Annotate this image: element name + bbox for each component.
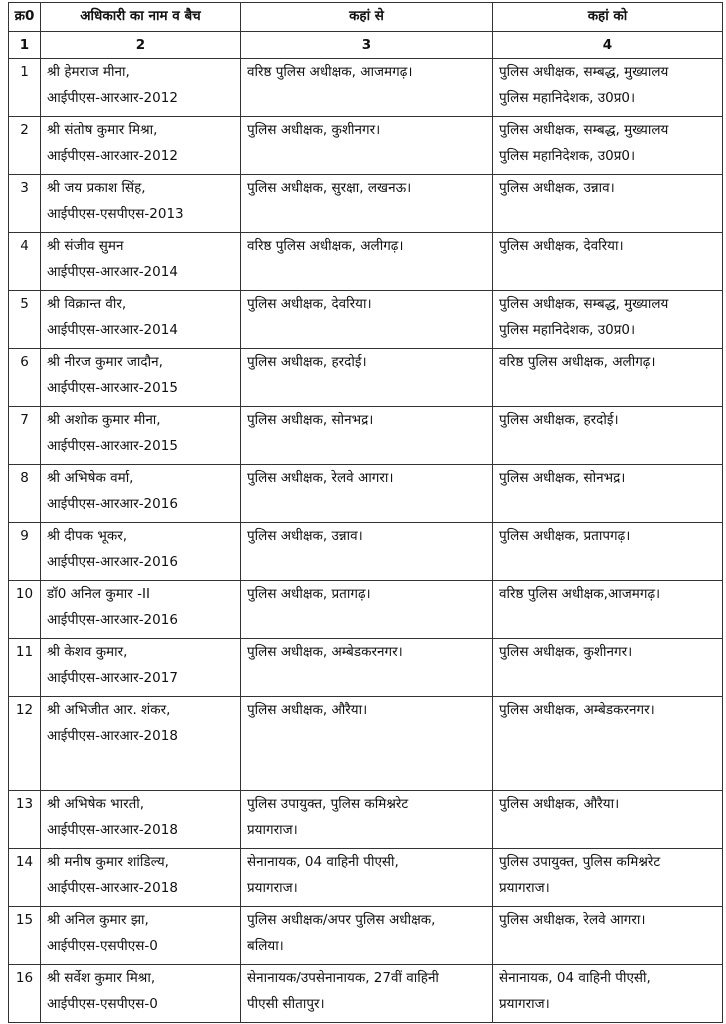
posting-from-cell	[241, 175, 493, 233]
header-row	[9, 3, 723, 32]
serial-number: 15	[9, 907, 41, 965]
posting-from-cell	[241, 791, 493, 849]
serial-number: 4	[9, 233, 41, 291]
posting-from-cell	[241, 349, 493, 407]
table-row	[9, 175, 723, 233]
officer-name-batch-line: आईपीएस-आरआर-2015	[47, 380, 178, 396]
posting-to-line: पुलिस अधीक्षक, सम्बद्ध, मुख्यालय	[499, 122, 669, 138]
serial-number: 3	[9, 175, 41, 233]
posting-from-cell	[241, 697, 493, 791]
officer-name-batch-cell	[41, 175, 241, 233]
posting-to-cell	[493, 697, 723, 791]
header-officer-name-batch: अधिकारी का नाम व बैच	[41, 3, 241, 32]
posting-from-line: पीएसी सीतापुर।	[247, 996, 325, 1012]
transfer-table	[8, 2, 723, 1023]
posting-from-line: पुलिस अधीक्षक, सुरक्षा, लखनऊ।	[247, 180, 412, 196]
posting-to-cell	[493, 965, 723, 1023]
officer-name-batch-line: आईपीएस-आरआर-2012	[47, 90, 178, 106]
posting-to-line: पुलिस महानिदेशक, उ0प्र0।	[499, 322, 636, 338]
table-row	[9, 907, 723, 965]
officer-name-batch-line: आईपीएस-आरआर-2012	[47, 148, 178, 164]
serial-number: 16	[9, 965, 41, 1023]
header-from: कहां से	[241, 3, 493, 32]
posting-to-cell	[493, 465, 723, 523]
officer-name-batch-cell	[41, 233, 241, 291]
officer-name-batch-cell	[41, 465, 241, 523]
officer-name-batch-line: श्री अशोक कुमार मीना,	[47, 412, 161, 428]
posting-from-cell	[241, 233, 493, 291]
officer-name-batch-line: श्री हेमराज मीना,	[47, 64, 130, 80]
posting-from-line: पुलिस अधीक्षक, हरदोई।	[247, 354, 367, 370]
officer-name-batch-cell	[41, 117, 241, 175]
table-row	[9, 233, 723, 291]
serial-number: 2	[9, 117, 41, 175]
officer-name-batch-cell	[41, 349, 241, 407]
posting-to-line: वरिष्ठ पुलिस अधीक्षक, अलीगढ़।	[499, 354, 656, 370]
column-number-row	[9, 32, 723, 59]
officer-name-batch-line: आईपीएस-आरआर-2016	[47, 554, 178, 570]
posting-from-line: वरिष्ठ पुलिस अधीक्षक, अलीगढ़।	[247, 238, 404, 254]
posting-to-line: पुलिस अधीक्षक, सम्बद्ध, मुख्यालय	[499, 296, 669, 312]
officer-name-batch-line: आईपीएस-आरआर-2018	[47, 822, 178, 838]
posting-from-line: पुलिस अधीक्षक/अपर पुलिस अधीक्षक,	[247, 912, 436, 928]
posting-from-line: पुलिस अधीक्षक, औरैया।	[247, 702, 368, 718]
officer-name-batch-line: आईपीएस-एसपीएस-2013	[47, 206, 184, 222]
posting-to-line: सेनानायक, 04 वाहिनी पीएसी,	[499, 970, 651, 986]
posting-to-cell	[493, 117, 723, 175]
posting-from-cell	[241, 465, 493, 523]
posting-from-line: पुलिस अधीक्षक, सोनभद्र।	[247, 412, 374, 428]
column-number: 1	[9, 32, 41, 59]
posting-to-cell	[493, 907, 723, 965]
posting-to-cell	[493, 407, 723, 465]
posting-from-cell	[241, 581, 493, 639]
officer-name-batch-cell	[41, 907, 241, 965]
serial-number: 10	[9, 581, 41, 639]
officer-name-batch-line: श्री जय प्रकाश सिंह,	[47, 180, 146, 196]
posting-from-cell	[241, 907, 493, 965]
posting-from-cell	[241, 291, 493, 349]
posting-to-line: वरिष्ठ पुलिस अधीक्षक,आजमगढ़।	[499, 586, 661, 602]
officer-name-batch-line: श्री सर्वेश कुमार मिश्रा,	[47, 970, 156, 986]
posting-from-line: वरिष्ठ पुलिस अधीक्षक, आजमगढ़।	[247, 64, 413, 80]
posting-to-line: प्रयागराज।	[499, 880, 550, 896]
posting-to-cell	[493, 175, 723, 233]
officer-name-batch-cell	[41, 791, 241, 849]
posting-to-line: पुलिस अधीक्षक, औरैया।	[499, 796, 620, 812]
officer-name-batch-line: श्री अनिल कुमार झा,	[47, 912, 149, 928]
officer-name-batch-line: आईपीएस-आरआर-2018	[47, 728, 178, 744]
table-row	[9, 117, 723, 175]
table-row	[9, 581, 723, 639]
serial-number: 9	[9, 523, 41, 581]
posting-from-cell	[241, 117, 493, 175]
posting-from-cell	[241, 523, 493, 581]
posting-to-line: पुलिस अधीक्षक, उन्नाव।	[499, 180, 615, 196]
header-to: कहां को	[493, 3, 723, 32]
officer-name-batch-cell	[41, 59, 241, 117]
officer-name-batch-cell	[41, 523, 241, 581]
serial-number: 14	[9, 849, 41, 907]
posting-from-line: सेनानायक/उपसेनानायक, 27वीं वाहिनी	[247, 970, 439, 986]
posting-from-line: प्रयागराज।	[247, 822, 298, 838]
posting-to-cell	[493, 59, 723, 117]
officer-name-batch-line: श्री नीरज कुमार जादौन,	[47, 354, 163, 370]
posting-to-cell	[493, 291, 723, 349]
posting-to-line: पुलिस अधीक्षक, अम्बेडकरनगर।	[499, 702, 655, 718]
officer-name-batch-line: श्री अभिजीत आर. शंकर,	[47, 702, 171, 718]
posting-to-cell	[493, 581, 723, 639]
table-row	[9, 349, 723, 407]
table-row	[9, 291, 723, 349]
officer-name-batch-cell	[41, 639, 241, 697]
officer-name-batch-line: आईपीएस-एसपीएस-0	[47, 996, 158, 1012]
posting-to-line: पुलिस अधीक्षक, कुशीनगर।	[499, 644, 633, 660]
posting-to-line: प्रयागराज।	[499, 996, 550, 1012]
posting-from-cell	[241, 965, 493, 1023]
header-serial: क्र0	[9, 3, 41, 32]
officer-name-batch-line: श्री विक्रान्त वीर,	[47, 296, 127, 312]
officer-name-batch-line: आईपीएस-आरआर-2018	[47, 880, 178, 896]
officer-name-batch-line: श्री अभिषेक वर्मा,	[47, 470, 134, 486]
posting-to-cell	[493, 233, 723, 291]
posting-from-line: पुलिस अधीक्षक, देवरिया।	[247, 296, 372, 312]
column-number: 2	[41, 32, 241, 59]
officer-name-batch-line: श्री अभिषेक भारती,	[47, 796, 145, 812]
posting-from-cell	[241, 59, 493, 117]
serial-number: 1	[9, 59, 41, 117]
posting-to-line: पुलिस महानिदेशक, उ0प्र0।	[499, 90, 636, 106]
serial-number: 5	[9, 291, 41, 349]
posting-to-cell	[493, 523, 723, 581]
column-number: 3	[241, 32, 493, 59]
officer-name-batch-cell	[41, 965, 241, 1023]
table-row	[9, 523, 723, 581]
posting-from-line: पुलिस अधीक्षक, प्रतागढ़।	[247, 586, 371, 602]
officer-name-batch-line: आईपीएस-आरआर-2014	[47, 322, 178, 338]
posting-from-line: पुलिस अधीक्षक, रेलवे आगरा।	[247, 470, 394, 486]
officer-name-batch-line: आईपीएस-आरआर-2017	[47, 670, 178, 686]
posting-to-line: पुलिस अधीक्षक, सम्बद्ध, मुख्यालय	[499, 64, 669, 80]
table-row	[9, 407, 723, 465]
officer-name-batch-cell	[41, 291, 241, 349]
table-row	[9, 465, 723, 523]
posting-from-cell	[241, 407, 493, 465]
officer-name-batch-line: श्री दीपक भूकर,	[47, 528, 128, 544]
serial-number: 7	[9, 407, 41, 465]
officer-name-batch-line: आईपीएस-आरआर-2016	[47, 496, 178, 512]
table-row	[9, 965, 723, 1023]
posting-to-cell	[493, 849, 723, 907]
posting-to-line: पुलिस अधीक्षक, सोनभद्र।	[499, 470, 626, 486]
posting-to-line: पुलिस उपायुक्त, पुलिस कमिश्नरेट	[499, 854, 661, 870]
posting-from-cell	[241, 849, 493, 907]
table-row	[9, 697, 723, 791]
officer-name-batch-line: आईपीएस-आरआर-2014	[47, 264, 178, 280]
table-row	[9, 849, 723, 907]
officer-name-batch-cell	[41, 697, 241, 791]
posting-to-cell	[493, 349, 723, 407]
posting-to-line: पुलिस महानिदेशक, उ0प्र0।	[499, 148, 636, 164]
serial-number: 13	[9, 791, 41, 849]
posting-from-line: पुलिस अधीक्षक, उन्नाव।	[247, 528, 363, 544]
officer-name-batch-line: आईपीएस-एसपीएस-0	[47, 938, 158, 954]
posting-from-line: प्रयागराज।	[247, 880, 298, 896]
posting-to-line: पुलिस अधीक्षक, हरदोई।	[499, 412, 619, 428]
table-row	[9, 59, 723, 117]
serial-number: 6	[9, 349, 41, 407]
officer-name-batch-line: श्री केशव कुमार,	[47, 644, 128, 660]
posting-from-line: बलिया।	[247, 938, 284, 954]
officer-name-batch-line: श्री मनीष कुमार शांडिल्य,	[47, 854, 169, 870]
table-row	[9, 639, 723, 697]
posting-to-line: पुलिस अधीक्षक, देवरिया।	[499, 238, 624, 254]
posting-from-line: सेनानायक, 04 वाहिनी पीएसी,	[247, 854, 399, 870]
officer-name-batch-cell	[41, 407, 241, 465]
serial-number: 12	[9, 697, 41, 791]
officer-name-batch-line: आईपीएस-आरआर-2016	[47, 612, 178, 628]
officer-name-batch-line: आईपीएस-आरआर-2015	[47, 438, 178, 454]
officer-name-batch-line: श्री संजीव सुमन	[47, 238, 124, 254]
column-number: 4	[493, 32, 723, 59]
posting-from-line: पुलिस उपायुक्त, पुलिस कमिश्नरेट	[247, 796, 409, 812]
posting-to-cell	[493, 791, 723, 849]
posting-from-line: पुलिस अधीक्षक, अम्बेडकरनगर।	[247, 644, 403, 660]
serial-number: 8	[9, 465, 41, 523]
posting-from-cell	[241, 639, 493, 697]
posting-to-line: पुलिस अधीक्षक, प्रतापगढ़।	[499, 528, 631, 544]
serial-number: 11	[9, 639, 41, 697]
officer-name-batch-line: श्री संतोष कुमार मिश्रा,	[47, 122, 158, 138]
table-row	[9, 791, 723, 849]
posting-to-cell	[493, 639, 723, 697]
posting-from-line: पुलिस अधीक्षक, कुशीनगर।	[247, 122, 381, 138]
table-body	[9, 32, 723, 1023]
officer-name-batch-cell	[41, 849, 241, 907]
officer-name-batch-cell	[41, 581, 241, 639]
officer-name-batch-line: डॉ0 अनिल कुमार -II	[47, 586, 150, 602]
posting-to-line: पुलिस अधीक्षक, रेलवे आगरा।	[499, 912, 646, 928]
